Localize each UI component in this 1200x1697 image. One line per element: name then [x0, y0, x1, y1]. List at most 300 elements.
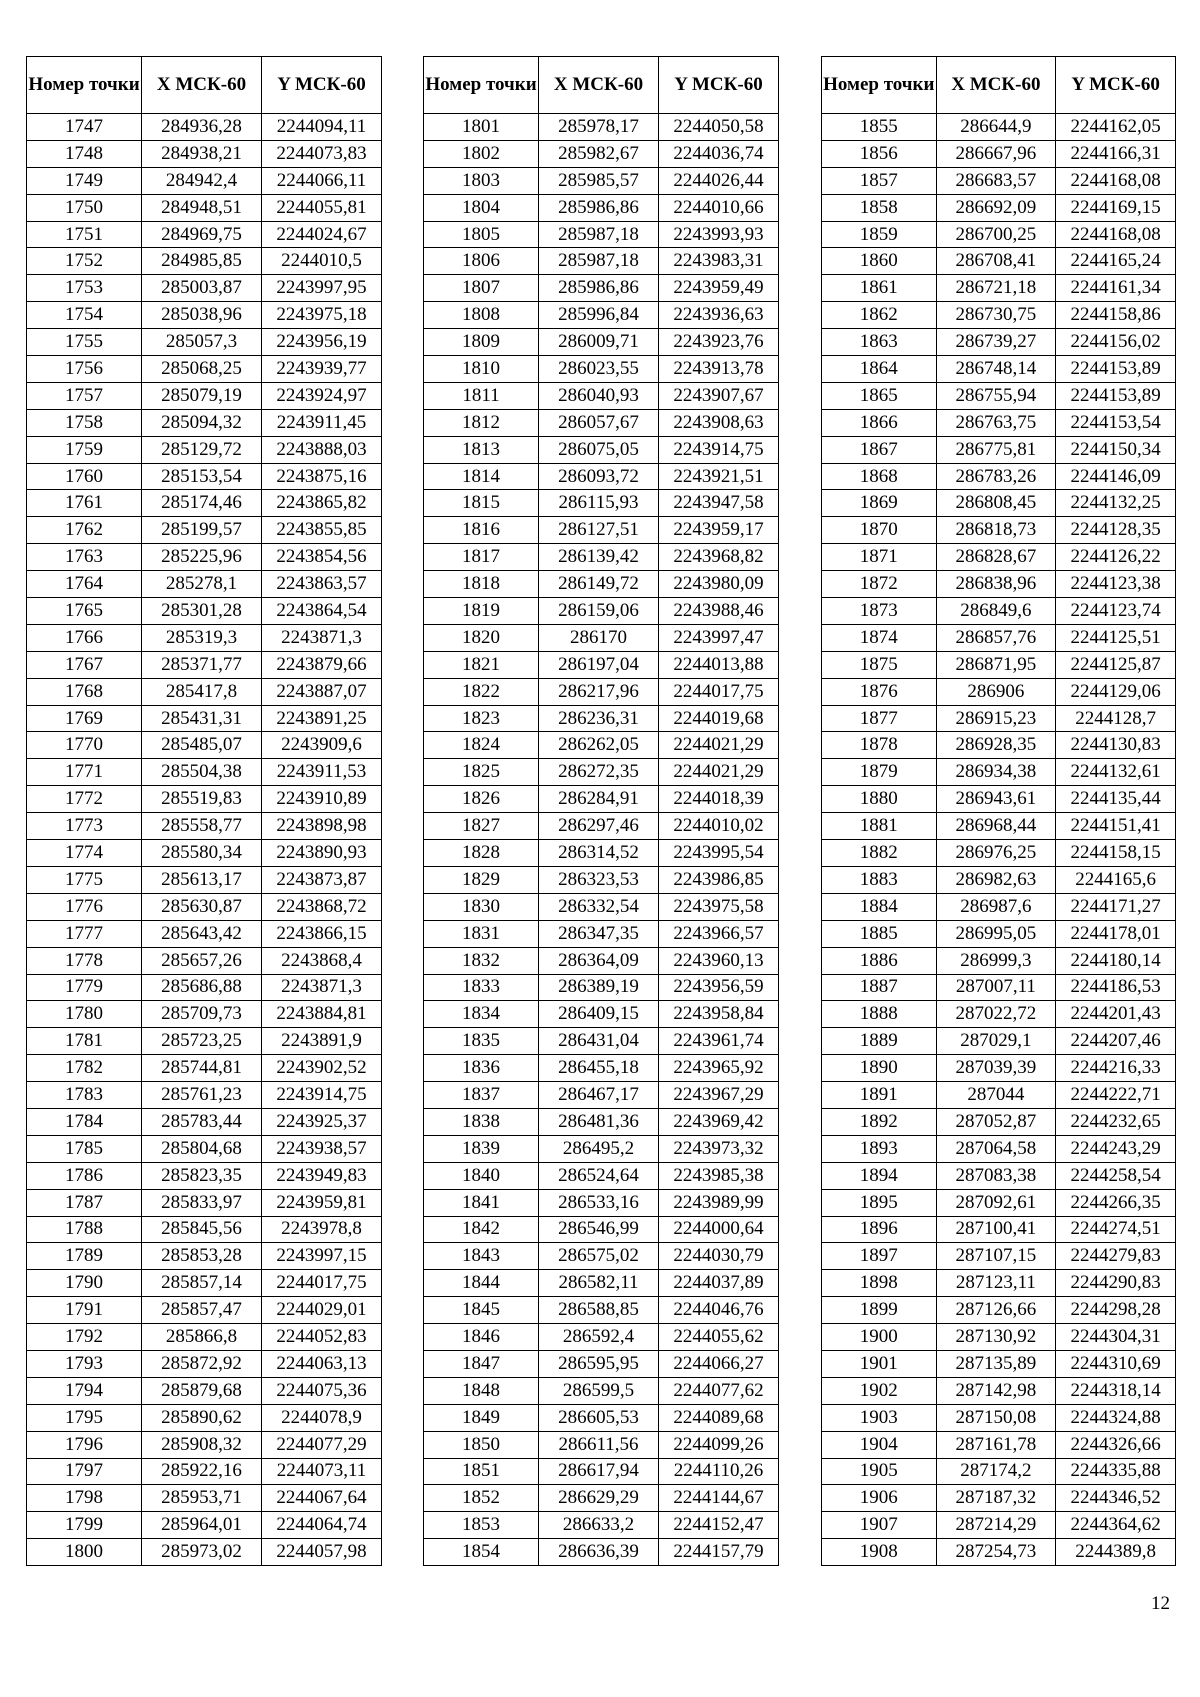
x-coordinate-cell: 287039,39 — [936, 1055, 1056, 1082]
point-number-cell: 1786 — [27, 1162, 142, 1189]
y-coordinate-cell: 2243924,97 — [262, 382, 382, 409]
header-x-msk60: X МСК-60 — [539, 57, 659, 114]
point-number-cell: 1851 — [424, 1458, 539, 1485]
x-coordinate-cell: 284948,51 — [142, 194, 262, 221]
y-coordinate-cell: 2243871,3 — [262, 974, 382, 1001]
y-coordinate-cell: 2244073,11 — [262, 1458, 382, 1485]
table-row — [424, 140, 779, 167]
table-row — [27, 1539, 382, 1566]
table-row — [822, 598, 1176, 625]
x-coordinate-cell: 286633,2 — [539, 1512, 659, 1539]
y-coordinate-cell: 2244129,06 — [1056, 678, 1176, 705]
table-row — [27, 813, 382, 840]
table-row — [424, 544, 779, 571]
table-row — [27, 786, 382, 813]
y-coordinate-cell: 2244078,9 — [262, 1404, 382, 1431]
table-row — [424, 490, 779, 517]
point-number-cell: 1887 — [822, 974, 937, 1001]
x-coordinate-cell: 284936,28 — [142, 114, 262, 141]
x-coordinate-cell: 285922,16 — [142, 1458, 262, 1485]
y-coordinate-cell: 2244010,5 — [262, 248, 382, 275]
x-coordinate-cell: 286700,25 — [936, 221, 1056, 248]
x-coordinate-cell: 286987,6 — [936, 893, 1056, 920]
point-number-cell: 1777 — [27, 920, 142, 947]
point-number-cell: 1796 — [27, 1431, 142, 1458]
x-coordinate-cell: 286934,38 — [936, 759, 1056, 786]
x-coordinate-cell: 286999,3 — [936, 947, 1056, 974]
y-coordinate-cell: 2243959,49 — [659, 275, 779, 302]
point-number-cell: 1772 — [27, 786, 142, 813]
table-row — [424, 1458, 779, 1485]
y-coordinate-cell: 2244186,53 — [1056, 974, 1176, 1001]
point-number-cell: 1821 — [424, 651, 539, 678]
y-coordinate-cell: 2243995,54 — [659, 840, 779, 867]
table-row — [27, 840, 382, 867]
table-row — [424, 624, 779, 651]
y-coordinate-cell: 2244123,38 — [1056, 571, 1176, 598]
table-row — [424, 436, 779, 463]
table-row — [822, 893, 1176, 920]
y-coordinate-cell: 2244126,22 — [1056, 544, 1176, 571]
table-row — [822, 1189, 1176, 1216]
y-coordinate-cell: 2244326,66 — [1056, 1431, 1176, 1458]
x-coordinate-cell: 285985,57 — [539, 167, 659, 194]
table-row — [822, 1082, 1176, 1109]
table-row — [424, 1324, 779, 1351]
y-coordinate-cell: 2243983,31 — [659, 248, 779, 275]
y-coordinate-cell: 2244222,71 — [1056, 1082, 1176, 1109]
x-coordinate-cell: 286332,54 — [539, 893, 659, 920]
table-row — [27, 221, 382, 248]
point-number-cell: 1807 — [424, 275, 539, 302]
y-coordinate-cell: 2243891,25 — [262, 705, 382, 732]
y-coordinate-cell: 2244161,34 — [1056, 275, 1176, 302]
point-number-cell: 1766 — [27, 624, 142, 651]
table-row — [424, 598, 779, 625]
y-coordinate-cell: 2244346,52 — [1056, 1485, 1176, 1512]
x-coordinate-cell: 286928,35 — [936, 732, 1056, 759]
point-number-cell: 1747 — [27, 114, 142, 141]
table-row — [822, 920, 1176, 947]
y-coordinate-cell: 2243888,03 — [262, 436, 382, 463]
point-number-cell: 1795 — [27, 1404, 142, 1431]
table-row — [424, 1377, 779, 1404]
y-coordinate-cell: 2243914,75 — [262, 1082, 382, 1109]
x-coordinate-cell: 287092,61 — [936, 1189, 1056, 1216]
x-coordinate-cell: 287187,32 — [936, 1485, 1056, 1512]
y-coordinate-cell: 2244216,33 — [1056, 1055, 1176, 1082]
point-number-cell: 1802 — [424, 140, 539, 167]
table-row — [822, 1270, 1176, 1297]
x-coordinate-cell: 285003,87 — [142, 275, 262, 302]
y-coordinate-cell: 2243936,63 — [659, 302, 779, 329]
table-row — [27, 893, 382, 920]
y-coordinate-cell: 2244150,34 — [1056, 436, 1176, 463]
x-coordinate-cell: 287052,87 — [936, 1108, 1056, 1135]
table-row — [822, 1028, 1176, 1055]
x-coordinate-cell: 284938,21 — [142, 140, 262, 167]
y-coordinate-cell: 2243997,95 — [262, 275, 382, 302]
x-coordinate-cell: 287107,15 — [936, 1243, 1056, 1270]
x-coordinate-cell: 285068,25 — [142, 356, 262, 383]
point-number-cell: 1764 — [27, 571, 142, 598]
point-number-cell: 1785 — [27, 1135, 142, 1162]
x-coordinate-cell: 286605,53 — [539, 1404, 659, 1431]
x-coordinate-cell: 286995,05 — [936, 920, 1056, 947]
point-number-cell: 1874 — [822, 624, 937, 651]
point-number-cell: 1838 — [424, 1108, 539, 1135]
y-coordinate-cell: 2243975,18 — [262, 302, 382, 329]
point-number-cell: 1812 — [424, 409, 539, 436]
point-number-cell: 1816 — [424, 517, 539, 544]
table-row — [27, 974, 382, 1001]
x-coordinate-cell: 285845,56 — [142, 1216, 262, 1243]
table-row — [822, 840, 1176, 867]
point-number-cell: 1856 — [822, 140, 937, 167]
point-number-cell: 1883 — [822, 866, 937, 893]
point-number-cell: 1879 — [822, 759, 937, 786]
y-coordinate-cell: 2243961,74 — [659, 1028, 779, 1055]
x-coordinate-cell: 287135,89 — [936, 1350, 1056, 1377]
x-coordinate-cell: 286599,5 — [539, 1377, 659, 1404]
y-coordinate-cell: 2244018,39 — [659, 786, 779, 813]
x-coordinate-cell: 285630,87 — [142, 893, 262, 920]
table-row — [822, 1216, 1176, 1243]
x-coordinate-cell: 286075,05 — [539, 436, 659, 463]
y-coordinate-cell: 2244304,31 — [1056, 1324, 1176, 1351]
point-number-cell: 1862 — [822, 302, 937, 329]
y-coordinate-cell: 2244144,67 — [659, 1485, 779, 1512]
y-coordinate-cell: 2243959,81 — [262, 1189, 382, 1216]
x-coordinate-cell: 285783,44 — [142, 1108, 262, 1135]
y-coordinate-cell: 2244201,43 — [1056, 1001, 1176, 1028]
x-coordinate-cell: 286617,94 — [539, 1458, 659, 1485]
point-number-cell: 1877 — [822, 705, 937, 732]
y-coordinate-cell: 2243938,57 — [262, 1135, 382, 1162]
x-coordinate-cell: 285986,86 — [539, 194, 659, 221]
x-coordinate-cell: 285996,84 — [539, 302, 659, 329]
y-coordinate-cell: 2244021,29 — [659, 759, 779, 786]
x-coordinate-cell: 286595,95 — [539, 1350, 659, 1377]
y-coordinate-cell: 2244010,02 — [659, 813, 779, 840]
table-row — [27, 356, 382, 383]
table-row — [424, 356, 779, 383]
table-row — [822, 356, 1176, 383]
point-number-cell: 1781 — [27, 1028, 142, 1055]
x-coordinate-cell: 285978,17 — [539, 114, 659, 141]
table-row — [822, 1431, 1176, 1458]
table-row — [424, 1135, 779, 1162]
table-row — [27, 140, 382, 167]
x-coordinate-cell: 286236,31 — [539, 705, 659, 732]
x-coordinate-cell: 286915,23 — [936, 705, 1056, 732]
table-row — [424, 1082, 779, 1109]
point-number-cell: 1900 — [822, 1324, 937, 1351]
table-row — [27, 1108, 382, 1135]
point-number-cell: 1757 — [27, 382, 142, 409]
y-coordinate-cell: 2243978,8 — [262, 1216, 382, 1243]
table-row — [822, 1162, 1176, 1189]
point-number-cell: 1805 — [424, 221, 539, 248]
point-number-cell: 1894 — [822, 1162, 937, 1189]
point-number-cell: 1908 — [822, 1539, 937, 1566]
y-coordinate-cell: 2244279,83 — [1056, 1243, 1176, 1270]
x-coordinate-cell: 285057,3 — [142, 329, 262, 356]
point-number-cell: 1842 — [424, 1216, 539, 1243]
point-number-cell: 1783 — [27, 1082, 142, 1109]
table-row — [27, 1189, 382, 1216]
point-number-cell: 1765 — [27, 598, 142, 625]
y-coordinate-cell: 2244052,83 — [262, 1324, 382, 1351]
point-number-cell: 1899 — [822, 1297, 937, 1324]
x-coordinate-cell: 286763,75 — [936, 409, 1056, 436]
y-coordinate-cell: 2244274,51 — [1056, 1216, 1176, 1243]
x-coordinate-cell: 285174,46 — [142, 490, 262, 517]
point-number-cell: 1845 — [424, 1297, 539, 1324]
x-coordinate-cell: 285225,96 — [142, 544, 262, 571]
x-coordinate-cell: 286683,57 — [936, 167, 1056, 194]
table-header-row — [822, 57, 1176, 114]
x-coordinate-cell: 286170 — [539, 624, 659, 651]
table-row — [27, 598, 382, 625]
point-number-cell: 1889 — [822, 1028, 937, 1055]
point-number-cell: 1834 — [424, 1001, 539, 1028]
point-number-cell: 1753 — [27, 275, 142, 302]
x-coordinate-cell: 285657,26 — [142, 947, 262, 974]
table-row — [424, 114, 779, 141]
x-coordinate-cell: 286644,9 — [936, 114, 1056, 141]
x-coordinate-cell: 286284,91 — [539, 786, 659, 813]
y-coordinate-cell: 2244310,69 — [1056, 1350, 1176, 1377]
point-number-cell: 1898 — [822, 1270, 937, 1297]
table-row — [424, 651, 779, 678]
point-number-cell: 1831 — [424, 920, 539, 947]
point-number-cell: 1789 — [27, 1243, 142, 1270]
y-coordinate-cell: 2243908,63 — [659, 409, 779, 436]
x-coordinate-cell: 286115,93 — [539, 490, 659, 517]
table-row — [27, 1485, 382, 1512]
x-coordinate-cell: 285319,3 — [142, 624, 262, 651]
x-coordinate-cell: 285964,01 — [142, 1512, 262, 1539]
table-row — [424, 1028, 779, 1055]
table-row — [27, 167, 382, 194]
x-coordinate-cell: 285643,42 — [142, 920, 262, 947]
x-coordinate-cell: 285982,67 — [539, 140, 659, 167]
table-row — [822, 194, 1176, 221]
point-number-cell: 1890 — [822, 1055, 937, 1082]
table-row — [822, 705, 1176, 732]
x-coordinate-cell: 285709,73 — [142, 1001, 262, 1028]
y-coordinate-cell: 2244067,64 — [262, 1485, 382, 1512]
y-coordinate-cell: 2243975,58 — [659, 893, 779, 920]
coordinates-table-1 — [26, 56, 382, 1566]
x-coordinate-cell: 286323,53 — [539, 866, 659, 893]
y-coordinate-cell: 2244298,28 — [1056, 1297, 1176, 1324]
table-row — [822, 329, 1176, 356]
y-coordinate-cell: 2244128,7 — [1056, 705, 1176, 732]
point-number-cell: 1774 — [27, 840, 142, 867]
x-coordinate-cell: 285094,32 — [142, 409, 262, 436]
y-coordinate-cell: 2244055,62 — [659, 1324, 779, 1351]
table-row — [27, 329, 382, 356]
point-number-cell: 1840 — [424, 1162, 539, 1189]
point-number-cell: 1755 — [27, 329, 142, 356]
y-coordinate-cell: 2244036,74 — [659, 140, 779, 167]
x-coordinate-cell: 285879,68 — [142, 1377, 262, 1404]
table-row — [424, 1485, 779, 1512]
y-coordinate-cell: 2244017,75 — [262, 1270, 382, 1297]
point-number-cell: 1792 — [27, 1324, 142, 1351]
x-coordinate-cell: 286262,05 — [539, 732, 659, 759]
x-coordinate-cell: 285908,32 — [142, 1431, 262, 1458]
x-coordinate-cell: 285558,77 — [142, 813, 262, 840]
table-row — [27, 1055, 382, 1082]
point-number-cell: 1878 — [822, 732, 937, 759]
y-coordinate-cell: 2243855,85 — [262, 517, 382, 544]
x-coordinate-cell: 286481,36 — [539, 1108, 659, 1135]
point-number-cell: 1857 — [822, 167, 937, 194]
y-coordinate-cell: 2244207,46 — [1056, 1028, 1176, 1055]
y-coordinate-cell: 2244335,88 — [1056, 1458, 1176, 1485]
point-number-cell: 1750 — [27, 194, 142, 221]
point-number-cell: 1828 — [424, 840, 539, 867]
point-number-cell: 1836 — [424, 1055, 539, 1082]
point-number-cell: 1852 — [424, 1485, 539, 1512]
x-coordinate-cell: 285613,17 — [142, 866, 262, 893]
x-coordinate-cell: 286524,64 — [539, 1162, 659, 1189]
table-row — [424, 893, 779, 920]
table-row — [424, 1001, 779, 1028]
y-coordinate-cell: 2243988,46 — [659, 598, 779, 625]
table-row — [822, 732, 1176, 759]
x-coordinate-cell: 285417,8 — [142, 678, 262, 705]
table-row — [424, 1297, 779, 1324]
y-coordinate-cell: 2243958,84 — [659, 1001, 779, 1028]
y-coordinate-cell: 2244165,6 — [1056, 866, 1176, 893]
x-coordinate-cell: 286748,14 — [936, 356, 1056, 383]
point-number-cell: 1824 — [424, 732, 539, 759]
x-coordinate-cell: 286667,96 — [936, 140, 1056, 167]
point-number-cell: 1839 — [424, 1135, 539, 1162]
header-y-msk60: Y МСК-60 — [262, 57, 382, 114]
x-coordinate-cell: 286592,4 — [539, 1324, 659, 1351]
y-coordinate-cell: 2244066,11 — [262, 167, 382, 194]
point-number-cell: 1756 — [27, 356, 142, 383]
point-number-cell: 1893 — [822, 1135, 937, 1162]
y-coordinate-cell: 2244318,14 — [1056, 1377, 1176, 1404]
y-coordinate-cell: 2244019,68 — [659, 705, 779, 732]
point-number-cell: 1780 — [27, 1001, 142, 1028]
point-number-cell: 1906 — [822, 1485, 937, 1512]
point-number-cell: 1822 — [424, 678, 539, 705]
point-number-cell: 1830 — [424, 893, 539, 920]
x-coordinate-cell: 285857,47 — [142, 1297, 262, 1324]
point-number-cell: 1761 — [27, 490, 142, 517]
y-coordinate-cell: 2244158,15 — [1056, 840, 1176, 867]
x-coordinate-cell: 286431,04 — [539, 1028, 659, 1055]
point-number-cell: 1860 — [822, 248, 937, 275]
point-number-cell: 1875 — [822, 651, 937, 678]
table-row — [27, 275, 382, 302]
x-coordinate-cell: 286636,39 — [539, 1539, 659, 1566]
table-row — [424, 1350, 779, 1377]
point-number-cell: 1799 — [27, 1512, 142, 1539]
y-coordinate-cell: 2243956,19 — [262, 329, 382, 356]
point-number-cell: 1873 — [822, 598, 937, 625]
y-coordinate-cell: 2243959,17 — [659, 517, 779, 544]
y-coordinate-cell: 2243985,38 — [659, 1162, 779, 1189]
x-coordinate-cell: 286982,63 — [936, 866, 1056, 893]
y-coordinate-cell: 2244151,41 — [1056, 813, 1176, 840]
table-row — [27, 114, 382, 141]
x-coordinate-cell: 287254,73 — [936, 1539, 1056, 1566]
header-x-msk60: X МСК-60 — [142, 57, 262, 114]
point-number-cell: 1866 — [822, 409, 937, 436]
table-row — [27, 1216, 382, 1243]
y-coordinate-cell: 2244166,31 — [1056, 140, 1176, 167]
table-row — [424, 1539, 779, 1566]
point-number-cell: 1782 — [27, 1055, 142, 1082]
point-number-cell: 1854 — [424, 1539, 539, 1566]
point-number-cell: 1748 — [27, 140, 142, 167]
point-number-cell: 1813 — [424, 436, 539, 463]
point-number-cell: 1903 — [822, 1404, 937, 1431]
x-coordinate-cell: 286849,6 — [936, 598, 1056, 625]
x-coordinate-cell: 287007,11 — [936, 974, 1056, 1001]
y-coordinate-cell: 2244153,89 — [1056, 356, 1176, 383]
table-row — [27, 517, 382, 544]
y-coordinate-cell: 2244162,05 — [1056, 114, 1176, 141]
table-row — [424, 705, 779, 732]
header-y-msk60: Y МСК-60 — [659, 57, 779, 114]
point-number-cell: 1767 — [27, 651, 142, 678]
x-coordinate-cell: 286818,73 — [936, 517, 1056, 544]
table-row — [424, 571, 779, 598]
y-coordinate-cell: 2244290,83 — [1056, 1270, 1176, 1297]
x-coordinate-cell: 286009,71 — [539, 329, 659, 356]
table-row — [822, 275, 1176, 302]
x-coordinate-cell: 286871,95 — [936, 651, 1056, 678]
x-coordinate-cell: 287083,38 — [936, 1162, 1056, 1189]
table-row — [822, 436, 1176, 463]
table-row — [27, 463, 382, 490]
y-coordinate-cell: 2244017,75 — [659, 678, 779, 705]
table-row — [424, 167, 779, 194]
table-row — [822, 463, 1176, 490]
point-number-cell: 1763 — [27, 544, 142, 571]
header-point-number: Номер точки — [424, 57, 539, 114]
point-number-cell: 1800 — [27, 1539, 142, 1566]
point-number-cell: 1784 — [27, 1108, 142, 1135]
table-row — [822, 1297, 1176, 1324]
y-coordinate-cell: 2243875,16 — [262, 463, 382, 490]
x-coordinate-cell: 286455,18 — [539, 1055, 659, 1082]
x-coordinate-cell: 285580,34 — [142, 840, 262, 867]
table-row — [424, 813, 779, 840]
point-number-cell: 1776 — [27, 893, 142, 920]
y-coordinate-cell: 2244073,83 — [262, 140, 382, 167]
y-coordinate-cell: 2244157,79 — [659, 1539, 779, 1566]
x-coordinate-cell: 285485,07 — [142, 732, 262, 759]
y-coordinate-cell: 2243956,59 — [659, 974, 779, 1001]
table-row — [27, 678, 382, 705]
x-coordinate-cell: 286533,16 — [539, 1189, 659, 1216]
table-row — [822, 1539, 1176, 1566]
point-number-cell: 1876 — [822, 678, 937, 705]
point-number-cell: 1791 — [27, 1297, 142, 1324]
point-number-cell: 1884 — [822, 893, 937, 920]
y-coordinate-cell: 2244178,01 — [1056, 920, 1176, 947]
